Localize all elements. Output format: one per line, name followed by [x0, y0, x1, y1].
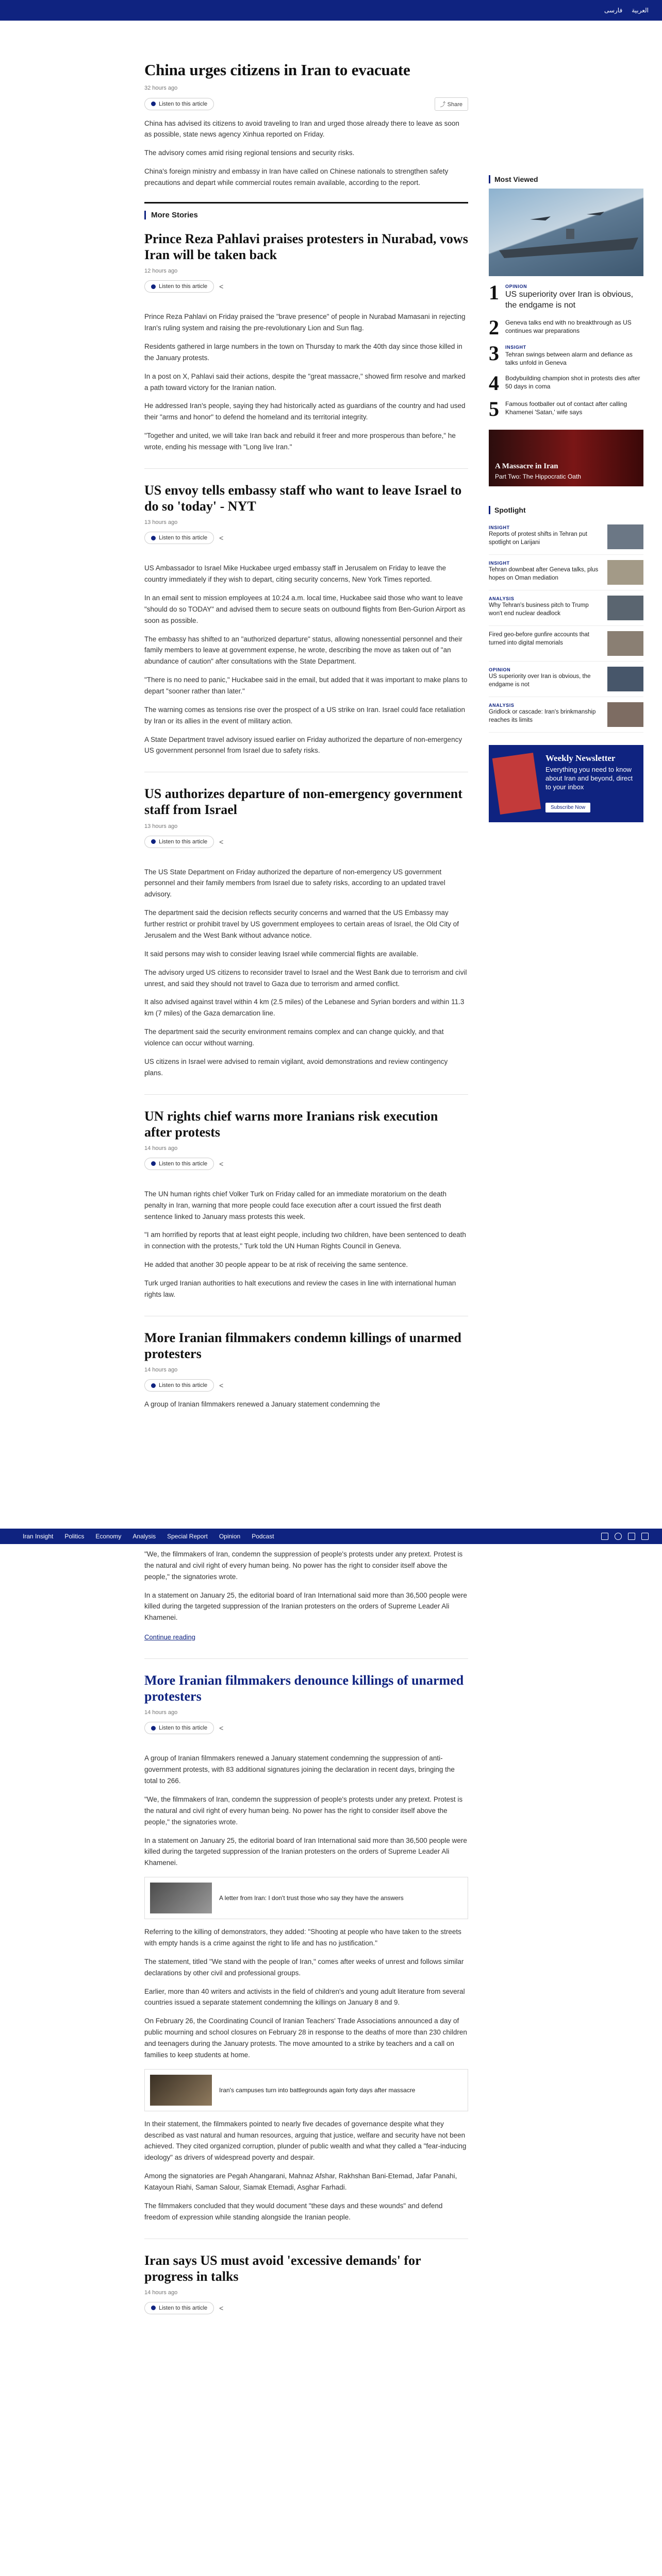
- sidebar: [489, 175, 643, 822]
- story-para: Referring to the killing of demonstrators, they added: "Shooting at people who have taken to the streets with empty hands is a crime against the right to life and has no justification.": [144, 1928, 461, 1947]
- story-para: The advisory urged US citizens to reconsider travel to Israel and the West Bank due to terrorism and civil unrest, and said they should not travel to Gaza due to terrorism and armed conflict.: [144, 968, 467, 988]
- listen-button[interactable]: [144, 1158, 214, 1170]
- story-para: In a post on X, Pahlavi said their actions, despite the "great massacre," showed firm resolve and marked a path toward victory for the Iranian nation.: [144, 372, 466, 392]
- share-icon: ⤴: [440, 101, 448, 108]
- search-icon[interactable]: [615, 1533, 622, 1540]
- spotlight-item[interactable]: [489, 519, 643, 555]
- more-stories-header: More Stories: [144, 211, 468, 219]
- story-card: [144, 772, 468, 1078]
- nav-item[interactable]: Iran Insight: [23, 1533, 54, 1540]
- story-para: In a statement on January 25, the editorial board of Iran International said more than 36,500 people were killed during the targeted suppression of the Iranian protesters on the orders of Supreme Leader Ali Khamenei.: [144, 1591, 467, 1622]
- most-viewed-item[interactable]: [489, 315, 643, 339]
- listen-label: Listen to this article: [159, 1725, 208, 1732]
- nav-item[interactable]: Opinion: [219, 1533, 241, 1540]
- listen-label: Listen to this article: [159, 100, 208, 107]
- featured-article: [144, 1659, 468, 2223]
- story-para: US Ambassador to Israel Mike Huckabee urged embassy staff in Jerusalem on Friday to leave the country immediately if they wish to depart, citing security concerns, New York Times reported.: [144, 564, 446, 584]
- rank-number: 2: [489, 315, 499, 339]
- lang-farsi-link[interactable]: فارسی: [604, 7, 623, 14]
- story-time: 14 hours ago: [144, 1367, 178, 1374]
- listen-label: Listen to this article: [159, 1382, 208, 1389]
- newsletter-text: Everything you need to know about Iran and beyond, direct to your inbox: [545, 766, 633, 791]
- related-story-image: [150, 1883, 212, 1913]
- story-para: On February 26, the Coordinating Council of Iranian Teachers' Trade Associations announced a day of public mourning and school closures on February 28 in response to the deaths of more than 230 children and teenagers during the January protests. The move amounted to a strike by teachers and a call on families to keep students at home.: [144, 2017, 467, 2059]
- item-title: Gridlock or cascade: Iran's brinkmanship reaches its limits: [489, 709, 596, 723]
- story-para: The UN human rights chief Volker Turk on Friday called for an immediate moratorium on the death penalty in Iran, warning that more people could face execution after a court issued the first death sentence linked to January mass protests this week.: [144, 1190, 447, 1221]
- listen-button[interactable]: [144, 98, 214, 110]
- share-icon[interactable]: <: [219, 282, 224, 291]
- item-title: Reports of protest shifts in Tehran put spotlight on Larijani: [489, 531, 587, 546]
- listen-label: Listen to this article: [159, 1160, 208, 1167]
- subscribe-button[interactable]: Subscribe Now: [545, 803, 590, 812]
- user-icon[interactable]: [628, 1533, 635, 1540]
- story-card: [144, 2239, 468, 2314]
- related-story-card[interactable]: [144, 2069, 468, 2111]
- listen-button[interactable]: [144, 532, 214, 544]
- spotlight-thumb: [607, 560, 643, 585]
- massacre-promo-banner[interactable]: [489, 430, 643, 486]
- item-tag: OPINION: [505, 284, 527, 289]
- story-title[interactable]: Iran says US must avoid 'excessive demands' for progress in talks: [144, 2252, 421, 2284]
- nav-item[interactable]: Analysis: [133, 1533, 156, 1540]
- story-para: In a statement on January 25, the editorial board of Iran International said more than 36,500 people were killed during the targeted suppression of the Iranian protesters on the orders of Supreme Leader Ali Khamenei.: [144, 1836, 467, 1867]
- related-story-title: Iran's campuses turn into battlegrounds again forty days after massacre: [219, 2086, 416, 2094]
- lead-article: [144, 61, 468, 1410]
- play-icon: [151, 839, 156, 844]
- story-time: 13 hours ago: [144, 823, 178, 829]
- nav-item[interactable]: Podcast: [252, 1533, 274, 1540]
- spotlight-thumb: [607, 596, 643, 620]
- item-title: Tehran swings between alarm and defiance as talks unfold in Geneva: [505, 350, 633, 367]
- featured-title[interactable]: More Iranian filmmakers denounce killings of unarmed protesters: [144, 1673, 464, 1704]
- story-time: 14 hours ago: [144, 1145, 178, 1151]
- story-time: 14 hours ago: [144, 1709, 178, 1716]
- spotlight-item[interactable]: [489, 590, 643, 626]
- item-tag: ANALYSIS: [489, 703, 515, 708]
- story-para: A State Department travel advisory issued earlier on Friday authorized the departure of non-emergency US government personnel from Israel due to safety risks.: [144, 735, 462, 755]
- story-para: In their statement, the filmmakers pointed to nearly five decades of governance despite what they described as vast natural and human resources, arguing that justice, welfare and security have not been achieved. They cited organized corruption, plunder of public wealth and what they called a "fear-inducing ideology" as drivers of widespread poverty and despair.: [144, 2120, 467, 2162]
- story-time: 13 hours ago: [144, 519, 178, 526]
- spotlight-thumb: [607, 702, 643, 727]
- story-para: A group of Iranian filmmakers renewed a January statement condemning the: [144, 1400, 380, 1409]
- newsletter-cover-image: [492, 753, 541, 815]
- item-title: Fired geo-before gunfire accounts that turned into digital memorials: [489, 632, 589, 646]
- rank-number: 4: [489, 371, 499, 395]
- story-card: [144, 219, 468, 453]
- menu-icon[interactable]: [641, 1533, 649, 1540]
- most-viewed-header: Most Viewed: [489, 175, 643, 183]
- item-tag: INSIGHT: [489, 561, 510, 566]
- share-icon[interactable]: <: [219, 837, 224, 846]
- item-title: Famous footballer out of contact after calling Khamenei 'Satan,' wife says: [505, 400, 627, 416]
- live-icon[interactable]: [601, 1533, 608, 1540]
- item-title: Bodybuilding champion shot in protests dies after 50 days in coma: [505, 375, 640, 391]
- most-viewed-item[interactable]: [489, 283, 643, 311]
- play-icon: [151, 1161, 156, 1166]
- story-title[interactable]: US envoy tells embassy staff who want to leave Israel to do so 'today' - NYT: [144, 482, 462, 514]
- spotlight-header: Spotlight: [489, 506, 643, 514]
- promo-line-2: Part Two: The Hippocratic Oath: [495, 473, 581, 481]
- spotlight-thumb: [607, 667, 643, 691]
- listen-button[interactable]: [144, 1722, 214, 1734]
- related-story-title: A letter from Iran: I don't trust those who say they have the answers: [219, 1894, 404, 1902]
- story-para: The department said the security environment remains complex and can change quickly, and that violence can occur without warning.: [144, 1028, 444, 1047]
- lead-para: China's foreign ministry and embassy in Iran have called on Chinese nationals to strengthen safety precautions and depart while commercial routes remain available, according to the report.: [144, 167, 449, 187]
- newsletter-title: Weekly Newsletter: [545, 753, 616, 764]
- story-para: "Together and united, we will take Iran back and rebuild it freer and more prosperous than before," he wrote, ending his message with "Long live Iran.": [144, 432, 456, 451]
- share-icon[interactable]: <: [219, 1159, 224, 1168]
- item-tag: ANALYSIS: [489, 596, 515, 602]
- story-para: Among the signatories are Pegah Ahangarani, Mahnaz Afshar, Rakhshan Bani-Etemad, Jafar Panahi, Katayoun Riahi, Saman Salour, Siamak Etemadi, Asghar Farhadi.: [144, 2172, 457, 2192]
- nav-item[interactable]: Special Report: [167, 1533, 208, 1540]
- story-para: "We, the filmmakers of Iran, condemn the suppression of people's protests under any pretext. Protest is the natural and civil right of every human being. No power has the right to consider itself above the people," the signatories wrote.: [144, 1550, 463, 1581]
- spotlight-thumb: [607, 524, 643, 549]
- lead-para: The advisory comes amid rising regional tensions and security risks.: [144, 149, 355, 157]
- story-card: [144, 469, 468, 756]
- item-tag: INSIGHT: [505, 344, 526, 350]
- most-viewed-image[interactable]: [489, 189, 643, 276]
- story-para: He added that another 30 people appear to be at risk of receiving the same sentence.: [144, 1261, 408, 1269]
- aircraft-carrier-image: [489, 189, 643, 276]
- listen-label: Listen to this article: [159, 2304, 208, 2311]
- spotlight-item[interactable]: [489, 626, 643, 662]
- listen-label: Listen to this article: [159, 283, 208, 290]
- story-card: [144, 1095, 468, 1300]
- listen-button[interactable]: [144, 836, 214, 848]
- story-time: 14 hours ago: [144, 2289, 178, 2296]
- most-viewed-item[interactable]: [489, 397, 643, 421]
- story-card: [144, 1316, 468, 1410]
- share-label: Share: [447, 101, 462, 108]
- story-title[interactable]: US authorizes departure of non-emergency government staff from Israel: [144, 786, 462, 818]
- item-tag: INSIGHT: [489, 525, 510, 531]
- play-icon: [151, 284, 156, 289]
- story-para: A group of Iranian filmmakers renewed a January statement condemning the suppression of anti-government protests, with 83 additional signatures joining the declaration in recent days, bringing the total to 266.: [144, 1754, 455, 1785]
- story-para: US citizens in Israel were advised to remain vigilant, avoid demonstrations and review contingency plans.: [144, 1057, 448, 1077]
- story-para: The statement, titled "We stand with the people of Iran," comes after weeks of unrest and follows similar declarations by other civil and professional groups.: [144, 1957, 464, 1977]
- story-para: The embassy has shifted to an "authorized departure" status, allowing nonessential personnel and their family members to leave at government expense, he wrote, describing the move as taken out of "an abundance of caution" after consultations with the State Department.: [144, 635, 462, 666]
- item-title: Geneva talks end with no breakthrough as US continues war preparations: [505, 318, 632, 334]
- story-para: The filmmakers concluded that they would document "these days and these wounds" and defend freedom of expression while standing alongside the Iranian people.: [144, 2201, 443, 2221]
- story-para: Prince Reza Pahlavi on Friday praised the "brave presence" of people in Nurabad Mamasani in rejecting Iran's ruling system and raising the pre-revolutionary Lion and Sun flag.: [144, 313, 466, 332]
- item-tag: OPINION: [489, 667, 511, 673]
- share-icon[interactable]: <: [219, 1724, 224, 1733]
- spotlight-item[interactable]: [489, 662, 643, 697]
- most-viewed-item[interactable]: [489, 371, 643, 395]
- story-para: "There is no need to panic," Huckabee said in the email, but added that it was important to make plans to depart "sooner rather than later.": [144, 676, 468, 695]
- item-title: US superiority over Iran is obvious, the endgame is not: [489, 673, 591, 688]
- story-para: "I am horrified by reports that at least eight people, including two children, have been sentenced to death in connection with the protests," Turk told the UN Human Rights Council in Geneva.: [144, 1231, 466, 1250]
- newsletter-box: [489, 745, 643, 822]
- story-title[interactable]: Prince Reza Pahlavi praises protesters in Nurabad, vows Iran will be taken back: [144, 231, 468, 263]
- rank-number: 3: [489, 341, 499, 365]
- related-story-card[interactable]: [144, 1877, 468, 1919]
- section-divider: [144, 202, 468, 204]
- play-icon: [151, 1383, 156, 1388]
- listen-button[interactable]: [144, 280, 214, 293]
- story-para: In an email sent to mission employees at 10:24 a.m. local time, Huckabee said those who want to leave "should do so TODAY" and advised them to secure seats on outbound flights from Ben-Gurion Airport as soon as possible.: [144, 594, 466, 624]
- listen-button[interactable]: [144, 2302, 214, 2314]
- story-para: Residents gathered in large numbers in the town on Thursday to mark the 40th day since those killed in the January protests.: [144, 342, 462, 362]
- share-icon[interactable]: <: [219, 2303, 224, 2312]
- item-title: Tehran downbeat after Geneva talks, plus hopes on Oman mediation: [489, 567, 599, 581]
- story-para: It also advised against travel within 4 km (2.5 miles) of the Lebanese and Syrian borders and within 11.3 km (7 miles) of the Gaza demarcation line.: [144, 998, 465, 1018]
- item-title: US superiority over Iran is obvious, the endgame is not: [505, 290, 634, 310]
- related-story-image: [150, 2075, 212, 2106]
- item-title: Why Tehran's business pitch to Trump won't end nuclear deadlock: [489, 602, 589, 617]
- play-icon: [151, 2306, 156, 2310]
- story-para: He addressed Iran's people, saying they had historically acted as guardians of the country and had used their "arms and honor" to defend the homeland and its territorial integrity.: [144, 402, 466, 421]
- share-button[interactable]: [435, 97, 468, 111]
- story-para: Earlier, more than 40 writers and activists in the field of children's and young adult literature from several countries issued a separate statement condemning the killings on January 8 and 9.: [144, 1987, 465, 2007]
- story-para: "We, the filmmakers of Iran, condemn the suppression of people's protests under any pretext. Protest is the natural and civil right of every human being. No power has the right to consider itself above the people," the signatories wrote.: [144, 1795, 463, 1826]
- listen-label: Listen to this article: [159, 535, 208, 541]
- story-title[interactable]: UN rights chief warns more Iranians risk execution after protests: [144, 1108, 438, 1140]
- most-viewed-item[interactable]: [489, 341, 643, 367]
- nav-item[interactable]: Politics: [64, 1533, 85, 1540]
- spotlight-thumb: [607, 631, 643, 656]
- story-para: The US State Department on Friday authorized the departure of non-emergency US government personnel and their family members from Israel due to safety risks, according to an updated travel advisory.: [144, 868, 445, 899]
- play-icon: [151, 101, 156, 106]
- play-icon: [151, 1726, 156, 1731]
- lang-arabic-link[interactable]: العربية: [632, 7, 649, 14]
- story-para: The department said the decision reflects security concerns and warned that the US Embassy may further restrict or prohibit travel by US government employees to certain areas of Israel, the Old City of Jerusalem and the West Bank without advance notice.: [144, 909, 459, 939]
- continued-article: [144, 1549, 468, 2314]
- sticky-nav: [0, 1529, 662, 1544]
- rank-number: 1: [489, 281, 499, 304]
- share-icon[interactable]: <: [219, 534, 224, 543]
- top-strip: [0, 0, 662, 21]
- story-para: It said persons may wish to consider leaving Israel while commercial flights are available.: [144, 950, 419, 958]
- story-time: 12 hours ago: [144, 268, 178, 275]
- play-icon: [151, 536, 156, 540]
- spotlight-item[interactable]: [489, 697, 643, 733]
- story-title[interactable]: More Iranian filmmakers condemn killings of unarmed protesters: [144, 1330, 461, 1361]
- lead-title[interactable]: China urges citizens in Iran to evacuate: [144, 61, 410, 79]
- story-para: The warning comes as tensions rise over the prospect of a US strike on Iran. Israel could face retaliation by Iran or its allies in the event of military action.: [144, 705, 466, 725]
- continue-reading-link[interactable]: Continue reading: [144, 1633, 196, 1641]
- listen-label: Listen to this article: [159, 838, 208, 845]
- listen-button[interactable]: [144, 1379, 214, 1392]
- spotlight-item[interactable]: [489, 555, 643, 590]
- share-icon[interactable]: <: [219, 1381, 224, 1390]
- rank-number: 5: [489, 397, 499, 421]
- lead-time: 32 hours ago: [144, 84, 178, 91]
- lead-para: China has advised its citizens to avoid traveling to Iran and urged those already there to leave as soon as possible, state news agency Xinhua reported on Friday.: [144, 119, 459, 139]
- promo-line-1: A Massacre in Iran: [495, 462, 558, 471]
- story-para: Turk urged Iranian authorities to halt executions and review the cases in line with international human rights law.: [144, 1279, 456, 1298]
- nav-item[interactable]: Economy: [95, 1533, 122, 1540]
